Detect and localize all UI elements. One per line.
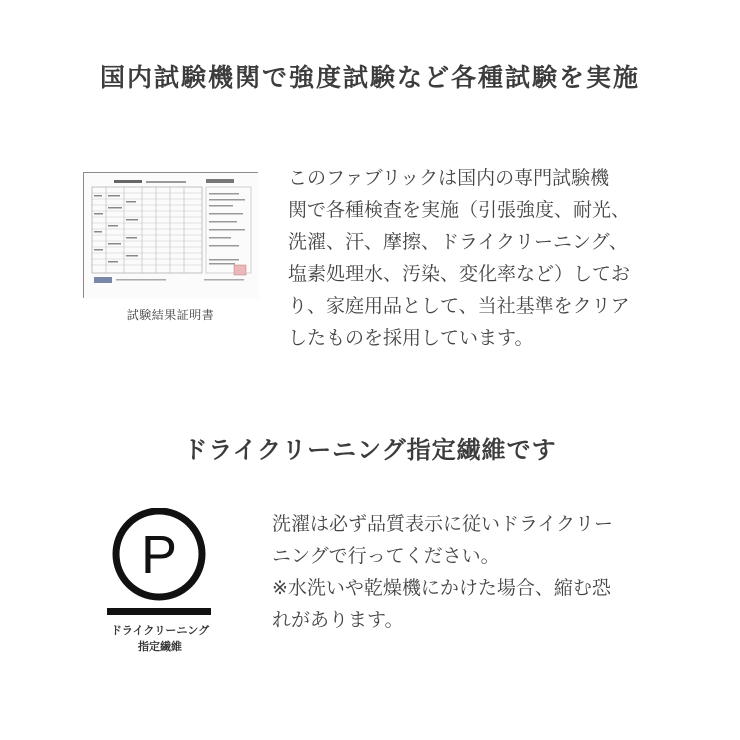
certificate-caption: 試験結果証明書 <box>126 308 215 322</box>
caption-line: ドライクリーニング <box>110 624 210 637</box>
body-line: 洗濯、汗、摩擦、ドライクリーニング、 <box>288 231 628 253</box>
body-line: このファブリックは国内の専門試験機 <box>288 167 610 189</box>
certificate-document-icon <box>84 173 259 299</box>
body-line: ※水洗いや乾燥機にかけた場合、縮む恐 <box>272 577 611 599</box>
dry-clean-p-icon <box>104 508 214 618</box>
body-line: り、家庭用品として、当社基準をクリア <box>288 295 630 317</box>
section1-body <box>288 162 668 354</box>
section1-heading: 国内試験機関で強度試験など各種試験を実施 <box>99 63 640 92</box>
section2-body <box>272 508 672 636</box>
body-line: ニングで行ってください。 <box>272 545 500 567</box>
dry-clean-letter: P <box>140 525 178 585</box>
body-line: したものを採用しています。 <box>288 327 534 349</box>
body-line: 洗濯は必ず品質表示に従いドライクリー <box>272 513 614 535</box>
caption-line: 指定繊維 <box>138 640 182 653</box>
section2-heading: ドライクリーニング指定繊維です <box>183 436 557 464</box>
body-line: 関で各種検査を実施（引張強度、耐光、 <box>288 199 631 221</box>
dry-clean-caption <box>90 623 230 655</box>
test-certificate-image <box>83 172 258 298</box>
body-line: れがあります。 <box>272 609 404 631</box>
body-line: 塩素処理水、汚染、変化率など）してお <box>288 263 631 285</box>
